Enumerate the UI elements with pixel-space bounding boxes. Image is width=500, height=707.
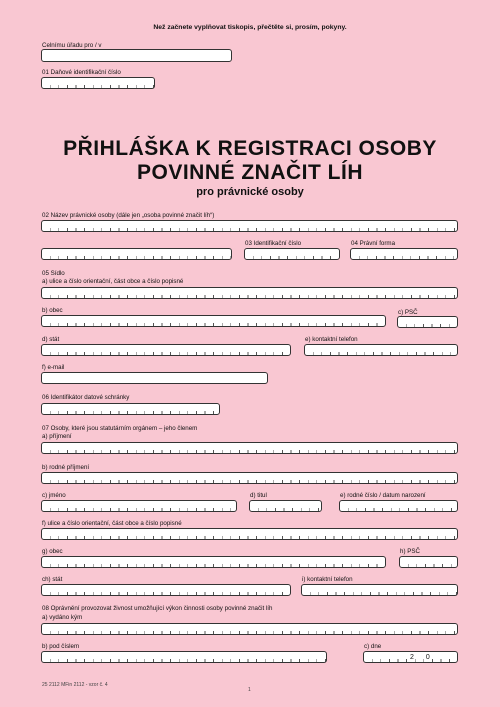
data-box-label: 06 Identifikátor datové schránky [42, 394, 130, 401]
company-name-field-2[interactable] [41, 248, 232, 260]
office-label: Celnímu úřadu pro / v [42, 42, 102, 49]
form-title-line1: PŘIHLÁŠKA K REGISTRACI OSOBY [63, 137, 437, 160]
issued-by-field[interactable] [41, 623, 458, 635]
person-phone-field[interactable] [301, 584, 458, 596]
license-date-field[interactable] [363, 651, 458, 663]
data-box-field[interactable] [41, 403, 220, 415]
person-phone-label: i) kontaktní telefon [302, 576, 353, 583]
seat-street-label: a) ulice a číslo orientační, část obce a číslo popisné [42, 278, 184, 285]
company-id-label: 03 Identifikační číslo [245, 240, 302, 247]
seat-city-field[interactable] [41, 315, 386, 327]
form-subtitle: pro právnické osoby [196, 186, 304, 198]
degree-label: d) titul [250, 492, 267, 499]
date-prefill: 2 0 [410, 654, 435, 661]
first-name-label: c) jméno [42, 492, 66, 499]
person-street-label: f) ulice a číslo orientační, část obce a číslo popisné [42, 520, 182, 527]
person-zip-field[interactable] [399, 556, 458, 568]
instructions-text: Než začnete vyplňovat tiskopis, přečtěte si, prosím, pokyny. [153, 24, 347, 31]
person-street-field[interactable] [41, 528, 458, 540]
form-code: 25 2112 MFin 2112 - vzor č. 4 [42, 682, 108, 688]
statutory-title: 07 Osoby, které jsou statutárním orgánem – jeho členem [42, 425, 198, 432]
license-number-field[interactable] [41, 651, 327, 663]
person-city-field[interactable] [41, 556, 386, 568]
license-number-label: b) pod číslem [42, 643, 80, 650]
birth-number-label: e) rodné číslo / datum narození [340, 492, 426, 499]
person-state-label: ch) stát [42, 576, 63, 583]
form-title-line2: POVINNÉ ZNAČIT LÍH [136, 161, 363, 184]
person-zip-label: h) PSČ [400, 548, 420, 555]
company-name-label: 02 Název právnické osoby (dále jen „osoba povinné značit líh“) [42, 212, 215, 219]
birth-surname-label: b) rodné příjmení [42, 464, 90, 471]
first-name-field[interactable] [41, 500, 237, 512]
page-number: 1 [248, 687, 251, 693]
seat-zip-label: c) PSČ [398, 309, 418, 316]
tax-id-field[interactable] [41, 77, 155, 89]
tax-id-label: 01 Daňové identifikační číslo [42, 69, 121, 76]
company-id-field[interactable] [244, 248, 340, 260]
seat-title: 05 Sídlo [42, 270, 65, 277]
seat-city-label: b) obec [42, 307, 63, 314]
surname-field[interactable] [41, 442, 458, 454]
person-state-field[interactable] [41, 584, 291, 596]
company-name-field[interactable] [41, 220, 458, 232]
seat-phone-field[interactable] [304, 344, 458, 356]
legal-form-field[interactable] [350, 248, 458, 260]
birth-number-field[interactable] [339, 500, 458, 512]
person-city-label: g) obec [42, 548, 63, 555]
surname-label: a) příjmení [42, 433, 72, 440]
seat-zip-field[interactable] [397, 316, 458, 328]
birth-surname-field[interactable] [41, 472, 458, 484]
office-field[interactable] [41, 49, 232, 62]
seat-state-field[interactable] [41, 344, 291, 356]
seat-email-label: f) e-mail [42, 364, 65, 371]
seat-state-label: d) stát [42, 336, 60, 343]
seat-phone-label: e) kontaktní telefon [305, 336, 358, 343]
license-date-label: c) dne [364, 643, 382, 650]
degree-field[interactable] [249, 500, 322, 512]
license-title: 08 Oprávnění provozovat živnost umožňující výkon činnosti osoby povinné značit líh [42, 605, 273, 612]
issued-by-label: a) vydáno kým [42, 614, 83, 621]
legal-form-label: 04 Právní forma [351, 240, 396, 247]
seat-street-field[interactable] [41, 287, 458, 299]
seat-email-field[interactable] [41, 372, 268, 384]
